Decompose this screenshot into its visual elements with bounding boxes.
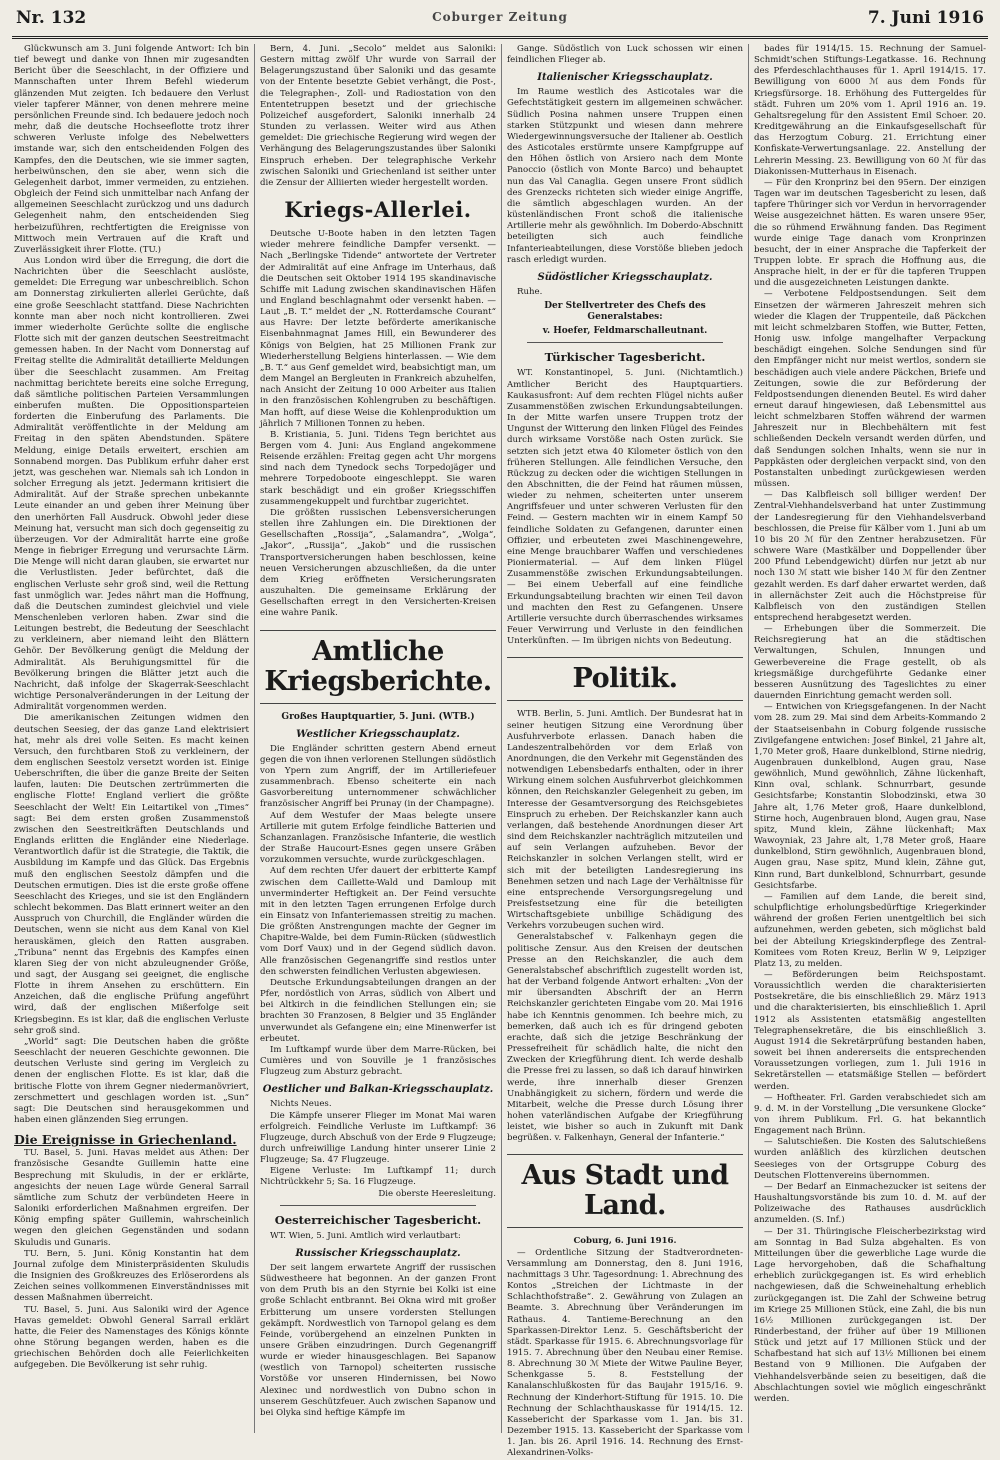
article-paragraph: „World“ sagt: Die Deutschen haben die größte Seeschlacht der neueren Geschichte gewonnen. Die deutschen Verluste sind gering im Vergleich zu denen der englischen Flotte. Es ist klar, daß die britische Flotte von ihrem Gegner niedermanövriert, zerschmettert und geschlagen worden ist. „Sun“ sagt: Die Deutschen sind herausgekommen und haben einen glänzenden Sieg errungen. — [14, 1036, 249, 1125]
article-paragraph: Deutsche Erkundungsabteilungen drangen an der Pfer, nordöstlich von Arras, südlich von Albert und bei Altkirch in die feindlichen Stellungen ein; sie brachten 30 Franzosen, 8 Belgier und 35 Engländer unverwundet als Gefangene ein; eine Minenwerfer ist erbeutet. — [260, 977, 496, 1044]
section-heading: Kriegs-Allerlei. — [284, 197, 472, 223]
column-2 — [260, 44, 496, 1433]
section-heading: Die Ereignisse in Griechenland. — [14, 1132, 237, 1148]
issue-date: 7. Juni 1916 — [867, 8, 984, 28]
signature: Die oberste Heeresleitung. — [378, 1188, 496, 1199]
article-paragraph: Die amerikanischen Zeitungen widmen den deutschen Seesieg, der das ganze Land elektrisiert hat, mehr als drei volle Seiten. Es macht keinen Versuch, den furchtbaren Stoß zu verkleinern, der dem englischen Seestolz versetzt worden ist. Einige Ueberschriften, die über die ganze Breite der Seiten laufen, lauten: Die Deutschen zertrümmerten die englische Flotte! England verliert die größte Seeschlacht der Welt! Ein Leitartikel von „Times“ sagt: Bei dem ersten großen Zusammenstoß zwischen den Seestreitkräften Deutschlands und Englands erlitten die Engländer eine Niederlage. Verantwortlich dafür ist die Strategie, die Taktik, die Ausbildung im Kampfe und das Glück. Das Ergebnis muß den englischen Seestolz dämpfen und die Deutschen ermutigen. Dies ist die erste große offene Seeschlacht des Krieges, und sie ist den Engländern schlecht bekommen. Das Blatt erinnert weiter an den Ausspruch von Churchill, die Engländer würden die Deutschen, wenn sie nicht aus dem Kanal von Kiel herauskämen, gleich den Ratten ausgraben. „Tribuna“ nennt das Ergebnis des Kampfes einen klaren Sieg der von nicht abzuleugnender Größe, und sagt, der Ausgang sei geeignet, die englische Flotte in ihrem Ansehen zu erschüttern. Ein Anzeichen, daß die englische Prüfung angeführt wird, daß der englischen Mißerfolge seit Kriegsbeginn. Es ist klar, daß die englischen Verluste sehr groß sind. — [14, 713, 249, 1036]
article-paragraph: Eigene Verluste: Im Luftkampf 11; durch Nichtrückkehr 5; Sa. 16 Flugzeuge. — [260, 1166, 496, 1188]
column-3 — [507, 44, 743, 1459]
article-paragraph: Die Kämpfe unserer Flieger im Monat Mai waren erfolgreich. Feindliche Verluste im Luftkampf: 36 Flugzeuge, durch Abschuß von der Erde 9 Flugzeuge; durch unfreiwillige Landung hinter unserer Linie 2 Flugzeuge; Sa. 47 Flugzeuge. — [260, 1110, 496, 1166]
subsection-heading: Italienischer Kriegsschauplatz. — [537, 72, 713, 84]
article-paragraph: TU. Basel, 5. Juni. Aus Saloniki wird der Agence Havas gemeldet: Obwohl General Sarrail erklärt hatte, die Feier des Namenstages des Königs könnte ohne Störung begangen werden, haben es die griechischen Behörden doch alle Feierlichkeiten aufgegeben. Die Bevölkerung ist sehr ruhig. — [14, 1304, 249, 1371]
column-4 — [754, 44, 986, 1433]
column-rule — [254, 44, 255, 1433]
issue-number: Nr. 132 — [16, 8, 87, 28]
article-paragraph: WT. Konstantinopel, 5. Juni. (Nichtamtlich.) Amtlicher Bericht des Hauptquartiers. Kaukasusfront: Auf dem rechten Flügel nichts außer Zusammenstößen zwischen Erkundungsabteilungen. In der Mitte warfen unsere Truppen trotz der Ungunst der Witterung den linken Flügel des Feindes durch wirksame Vorstöße nach Osten zurück. Sie setzten sich jetzt etwa 40 Kilometer östlich von den früheren Stellungen. Alle feindlichen Versuche, den Rückzug zu decken oder die wichtigen Stellungen in den Abschnitten, die der Feind hat räumen müssen, wieder zu nehmen, scheiterten unter unserem Angriffsfeuer und unter schweren Verlusten für den Feind. — Gestern machten wir in einem Kampf 50 feindliche Soldaten zu Gefangenen, darunter einen Offizier, und erbeuteten zwei Maschinengewehre, eine Menge brauchbarer Waffen und verschiedenes Pioniermaterial. — Auf dem linken Flügel Zusammenstöße zwischen Erkundungsabteilungen. — Bei einem Ueberfall auf eine feindliche Erkundungsabteilung brachten wir einen Teil davon und machten den Rest zu Gefangenen. Unsere Artillerie versuchte durch überraschendes wirksames Feuer Verwirrung und Verluste in den feindlichen Unterkünften. — Im übrigen nichts von Bedeutung. — [507, 368, 743, 647]
article-paragraph: WT. Wien, 5. Juni. Amtlich wird verlautbart: — [270, 1230, 461, 1241]
section-heading: Aus Stadt und Land. — [507, 1154, 743, 1228]
article-paragraph: — Ordentliche Sitzung der Stadtverordneten-Versammlung am Donnerstag, den 8. Juni 1916, nachmittags 3 Uhr. Tagesordnung: 1. Abrechnung des Kontos „Streichen der Lichtmaste in der Schlachthofstraße“. 2. Gewährung von Zulagen an Beamte. 3. Abrechnung über Veränderungen im Rathaus. 4. Tantieme-Berechnung an den Sparkassen-Direktor Lenz. 5. Geschäftsbericht der städt. Sparkasse für 1915. 6. Abrechnungsvorlage für 1915. 7. Abrechnung über den Neubau einer Remise. 8. Abrechnung 30 ℳ Miete der Witwe Pauline Beyer, Schenkgasse 5. 8. Feststellung der Kanalanschlußkosten für das Baujahr 1915/16. 9. Rechnung der Kinderhort-Stiftung für 1915. 10. Die Rechnung der Schlachthauskasse für 1914/15. 12. Kassebericht der Sparkasse vom 1. Jan. bis 31. Dezember 1915. 13. Kassebericht der Sparkasse vom 1. Jan. bis 26. April 1916. 14. Rechnung des Ernst-Alexandrinen-Volks- — [507, 1247, 743, 1459]
article-paragraph: — Familien auf dem Lande, die bereit sind, schulpflichtige erholungsbedürftige Kriegerkinder während der großen Ferien unentgeltlich bei sich aufzunehmen, werden gebeten, sich möglichst bald bei der Abteilung Kriegskinderpflege des Zentral-Komitees vom Roten Kreuz, Berlin W 9, Leipziger Platz 13, zu melden. — [754, 891, 986, 969]
article-paragraph: Aus London wird über die Erregung, die dort die Nachrichten über die Seeschlacht auslöste, gemeldet: Die Erregung war unbeschreiblich. Schon am Donnerstag zirkulierten allerlei Gerüchte, daß eine große Seeschlacht stattfand. Diese Nachrichten konnte man aber noch nicht kontrollieren. Zwei immer wiederholte Gerüchte sollte die englische Flotte sich mit der ganzen deutschen Seestreitmacht gemessen haben. In der Nacht vom Donnerstag auf Freitag stellte die Admiralität detaillierte Meldungen über die Seeschlacht zusammen. Am Freitag nachmittag berichtete bereits eine solche Erregung, daß sämtliche politischen Parteien Versammlungen einberufen mußten. Die Oppositionsparteien forderten die Einberufung des Parlaments. Die Admiralität veröffentlichte in der Meldung am Freitag in den späten Abendstunden. Spätere Meldung, einige Details erweitert, erschien am Sonnabend morgen. Das Publikum erfuhr daher erst jetzt, was geschehen war. Niemals sah ich London in solcher Erregung als jetzt. Jedermann kritisiert die Admiralität. Auf der Straße sprechen unbekannte Leute einander an und geben ihrer Meinung über den unerhörten Fall Ausdruck. Obwohl jeder diese Meinung hat, versucht man sich doch gegenseitig zu überzeugen. Vor der Admiralität harrte eine große Menge in fiebriger Erregung und verursachte Lärm. Die Menge will nicht daran glauben, sie erwartet nur die Verlustlisten. Jeder befürchtet, daß die englischen Verluste sehr groß sind, weil die Rettung fast unmöglich war. Jedes nährt man die Hoffnung, daß die Deutschen zumindest gleichviel und viele Menschenleben verloren haben. Zwar sind die Leitungen bestrebt, die Bedeutung der Seeschlacht zu verkleinern, aber niemand leiht den Blättern Gehör. Der Bevölkerung genügt die Meldung der Admiralität. Als Beruhigungsmittel für die Bevölkerung bringen die Blätter jetzt auch die Nachricht, daß infolge der Skagerrak-Seeschlacht wichtige Personalveränderungen in der Leitung der Admiralität vorgenommen werden. — [14, 255, 249, 713]
signature: v. Hoefer, Feldmarschalleutnant. — [542, 326, 708, 337]
article-paragraph: — Das Kalbfleisch soll billiger werden! Der Zentral-Viehhandelsverband hat unter Zustimmung der Landesregierung für den Viehhandelsverband beschlossen, die Preise für Kälber vom 1. Juni ab um 10 bis 20 ℳ für den Zentner herabzusetzen. Für schwere Ware (Mastkälber und Doppellender über 200 Pfund Lebendgewicht) dürfen nur jetzt ab nur noch 130 ℳ statt wie bisher 140 ℳ für den Zentner gezahlt werden. Es darf daher erwartet werden, daß in allernächster Zeit auch die Höchstpreise für Kalbfleisch von den zuständigen Stellen entsprechend herabgesetzt werden. — [754, 490, 986, 623]
divider — [280, 1205, 476, 1206]
article-paragraph: Im Luftkampf wurde über dem Marre-Rücken, bei Cumières und von Souville je 1 französisches Flugzeug zum Absturz gebracht. — [260, 1044, 496, 1078]
article-paragraph: bades für 1914/15. 15. Rechnung der Samuel-Schmidt'schen Stiftungs-Legatkasse. 16. Rechnung des Pferdeschlachthauses für 1. April 1914/15. 17. Bewilligung von 6000 ℳ aus dem Fonds für Kriegsfürsorge. 18. Erhöhung des Futtergeldes für städt. Fuhren um 20% vom 1. April 1916 an. 19. Gehaltsregelung für den Assistent Emil Schoer. 20. Kreditgewährung an die Einkaufsgesellschaft für das Herzogtum Coburg. 21. Errichtung einer Konfiskate-Verwertungsanlage. 22. Anstellung der Lehrerin Messing. 23. Bewilligung von 60 ℳ für das Diakonissen-Mutterhaus in Eisenach. — [754, 44, 986, 177]
subsection-heading: Russischer Kriegsschauplatz. — [295, 1247, 461, 1259]
article-paragraph: — Für den Kronprinz bei den 95ern. Der einzigen Tagen war im deutschen Tagesbericht zu lesen, daß tapfere Thüringer sich vor Verdun in hervorragender Weise ausgezeichnet hätten. Es waren unsere 95er, die so rühmend Erwähnung fanden. Das Regiment wurde einige Tage danach vom Kronprinzen besucht, der in einer Ansprache die Tapferkeit der Truppen lobte. Er sprach die Hoffnung aus, die Ansprache hielt, in der er für die tapferen Truppen und die ausgezeichneten Leistungen dankte. — [754, 177, 986, 289]
article-paragraph: Auf dem rechten Ufer dauert der erbitterte Kampf zwischen dem Caillette-Wald und Damloup mit unverminderter Heftigkeit an. Der Feind versuchte mit in den letzten Tagen errungenen Erfolge durch ein Einsatz von Infanteriemassen streitig zu machen. Die größten Anstrengungen machte der Gegner im Chapitre-Walde, bei dem Fumin-Rücken (südwestlich vom Dorf Vaux) und in der Gegend südlich davon. Alle französischen Gegenangriffe sind restlos unter den schwersten feindlichen Verlusten abgewiesen. — [260, 866, 496, 977]
signature-line: Der Stellvertreter des Chefs des Generalstabes: — [544, 300, 706, 323]
subsection-heading: Südöstlicher Kriegsschauplatz. — [537, 271, 713, 283]
article-paragraph: Die Engländer schritten gestern Abend erneut gegen die von ihnen verlorenen Stellungen südöstlich von Ypern zum Angriff, der im Artilleriefeuer zusammenbrach. Ebenso scheiterte ein nach Gasvorbereitung unternommener schwächlicher französischer Angriff bei Prunay (in der Champagne). — [260, 743, 496, 810]
subsection-heading: Westlicher Kriegsschauplatz. — [296, 728, 460, 740]
paper-title: Coburger Zeitung — [432, 10, 568, 24]
masthead — [12, 6, 988, 39]
article-paragraph: Die größten russischen Lebensversicherungen stellen ihre Zahlungen ein. Die Direktionen der Gesellschaften „Rossija“, „Salamandra“, „Wolga“, „Jakor“, „Russija“, „Jakob“ und die russischen Transportversicherungen haben beschlossen, keine neuen Versicherungen abzuschließen, da die unter dem Krieg eröffneten Versicherungsraten auszuhalten. Die gemeinsame Erklärung der Gesellschaften erregt in den Versicherten-Kreisen eine wahre Panik. — [260, 507, 496, 619]
subsection-heading: Oestlicher und Balkan-Kriegsschauplatz. — [262, 1084, 494, 1096]
article-paragraph: TU. Basel, 5. Juni. Havas meldet aus Athen: Der französische Gesandte Guillemin hatte eine Besprechung mit Skuludis, in der er erklärte, angesichts der neuen Lage würde General Sarrail sämtliche zum Schutz der verbündeten Heere in Saloniki erforderlichen Maßnahmen ergreifen. Der König empfing später Guillemin, wahrscheinlich wegen den gleichen Gegenständen und sodann Skuludis und Gunaris. — [14, 1148, 249, 1248]
divider — [527, 342, 723, 343]
article-paragraph: Bern, 4. Juni. „Secolo“ meldet aus Saloniki: Gestern mittag zwölf Uhr wurde von Sarrail der Belagerungszustand über Saloniki und das gesamte von der Entente besetzte Gebiet verhängt, die Post-, die Telegraphen-, Zoll- und Radiostation von den Ententetruppen besetzt und der griechische Polizeichef ausgefordert, Saloniki innerhalb 24 Stunden zu verlassen. Weiter wird aus Athen gemeldet: Die griechische Regierung wird wegen der Verhängung des Belagerungszustandes über Saloniki Einspruch erheben. Der telegraphische Verkehr zwischen Saloniki und Griechenland ist seither unter die Zensur der Alliierten wieder hergestellt worden. — [260, 44, 496, 188]
article-paragraph: Im Raume westlich des Asticotales war die Gefechtstätigkeit gestern im allgemeinen schwächer. Südlich Posina nahmen unsere Truppen einen starken Stützpunkt und wiesen dann mehrere Wiedergewinnungsversuche der Italiener ab. Oestlich des Asticotales erstürmte unsere Kampfgruppe auf den Höhen östlich von Arsiero nach dem Monte Panoccio (östlich von Monte Barco) und behauptet nun das Val Canaglia. Gegen unsere Front südlich des Grenzecks richteten sich wieder einige Angriffe, die sämtlich abgeschlagen wurden. An der küstenländischen Front schoß die italienische Artillerie mehr als gewöhnlich. Im Doberdo-Abschnitt beteiligten sich auch feindliche Infanterieabteilungen, diese Vorstöße blieben jedoch rasch erledigt wurden. — [507, 87, 743, 265]
article-paragraph: Gange. Südöstlich von Luck schossen wir einen feindlichen Flieger ab. — [507, 44, 743, 66]
article-paragraph: Der seit langem erwartete Angriff der russischen Südwestheere hat begonnen. An der ganzen Front von dem Pruth bis an den Styrnie bei Kolki ist eine große Schlacht entbrannt. Bei Okna wird mit großer Erbitterung um unsere vordersten Stellungen gekämpft. Nordwestlich von Tarnopol gelang es dem Feinde, vorübergehend an einzelnen Punkten in unsere Gräben einzudringen. Durch Gegenangriff wurde er wieder hinausgeschlagen. Bei Sapanow (westlich von Tarnopol) scheiterten russische Vorstöße vor unseren Hindernissen, bei Nowo Alexinec und nordwestlich von Dubno schon in unserem Geschützfeuer. Auch zwischen Sapanow und bei Olyka sind heftige Kämpfe im — [260, 1262, 496, 1418]
section-heading: Amtliche Kriegsberichte. — [260, 630, 496, 704]
article-paragraph: TU. Bern, 5. Juni. König Konstantin hat dem Journal zufolge dem Ministerpräsidenten Skuludis die Insignien des Großkreuzes des Erlöserordens als Zeichen seines vollkommenen Einverständnisses mit dessen Maßnahmen überreicht. — [14, 1248, 249, 1304]
article-paragraph: B. Kristiania, 5. Juni. Tidens Tegn berichtet aus Bergen vom 4. Juni: Aus England angekommene Reisende erzählen: Freitag gegen acht Uhr morgens sind nach dem Tynedock sechs Torpedojäger und mehrere Torpedoboote eingeschleppt. Sie waren stark beschädigt und ein großer Kriegsschiffen zusammengekuppelt und furchtbar zugerichtet. — [260, 429, 496, 507]
article-paragraph: WTB. Berlin, 5. Juni. Amtlich. Der Bundesrat hat in seiner heutigen Sitzung eine Verordnung über Ausfuhrverbote erlassen. Danach haben die Landeszentralbehörden vor dem Erlaß von Anordnungen, die den Verkehr mit Gegenständen des notwendigen Lebensbedarfs enthalten, oder in ihrer Wirkung einem solchen Ausfuhrverbot gleichkommen können, den Reichskanzler Gelegenheit zu geben, im Interesse der Gesamtversorgung des Reichsgebietes Einspruch zu erheben. Der Reichskanzler kann auch verlangen, daß bestehende Anordnungen dieser Art sind dem Reichskanzler nachträglich mitzuteilen und auf sein Verlangen aufzuheben. Bevor der Reichskanzler in solchen Verlangen stellt, wird er sich mit der beteiligten Landesregierung ins Benehmen setzen und nach Lage der Verhältnisse für eine entsprechende Versorgungsregelung und Preisfestsetzung eine für die beteiligten Wirtschaftsgebiete unbillige Schädigung des Verkehrs vorzubeugen suchen wird. — [507, 709, 743, 932]
section-heading: Oesterreichischer Tagesbericht. — [274, 1212, 482, 1227]
article-paragraph: — Verbotene Feldpostsendungen. Seit dem Einsetzen der wärmeren Jahreszeit mehren sich wieder die Klagen der Truppenteile, daß Päckchen mit leicht schmelzbaren Stoffen, wie Butter, Fetten, Honig usw. infolge mangelhafter Verpackung beschädigt eingehen. Solche Sendungen sind für den Empfänger nicht nur meist wertlos, sondern sie beschädigen auch viele andere Päckchen, Briefe und Zeitungen, sowie die zur Beförderung der Feldpostsendungen dienenden Beutel. Es wird daher erneut darauf hingewiesen, daß Lebensmittel aus leicht schmelzbaren Stoffen während der warmen Jahreszeit nur in Blechbehältern mit fest schließenden Deckeln versandt werden dürfen, und daß Sendungen solchen Inhalts, wenn sie nur in Pappkästen oder dergleichen verpackt sind, von den Postanstalten unbedingt zurückgewiesen werden müssen. — [754, 289, 986, 490]
dateline: Coburg, 6. Juni 1916. — [573, 1236, 677, 1247]
column-rule — [501, 44, 502, 1433]
column-rule — [748, 44, 749, 1433]
article-paragraph: — Entwichen von Kriegsgefangenen. In der Nacht vom 28. zum 29. Mai sind dem Arbeits-Kommando 2 der Staatseisenbahn in Coburg folgende russische Zivilgefangene entwichen: Josef Binkel, 21 Jahre alt, 1,70 Meter groß, Haare dunkelblond, Stirne niedrig, Augenbrauen dunkelblond, Augen grau, Nase gewöhnlich, Mund gewöhnlich, Zähne lückenhaft, Kinn oval, schlank. Schnurrbart, gesunde Gesichtsfarbe; Konstantin Slobodzinski, etwa 30 Jahre alt, 1,76 Meter groß, Haare dunkelblond, Stirne hoch, Augenbrauen blond, Augen grau, Nase spitz, Mund klein, Zähne lückenhaft; Max Wawoyniak, 23 Jahre alt, 1,78 Meter groß, Haare dunkelblond, Stirn gewöhnlich, Augenbrauen blond, Augen grau, Nase spitz, Mund klein, Zähne gut, Kinn rund, Bart dunkelblond, Schnurrbart, gesunde Gesichtsfarbe. — [754, 702, 986, 891]
column-1 — [14, 44, 249, 1433]
article-paragraph: Auf dem Westufer der Maas belegte unsere Artillerie mit gutem Erfolge feindliche Batterien und Schanzanlagen. Französische Infanterie, die westlich der Straße Haucourt-Esnes gegen unsere Gräben vorzukommen versuchte, wurde zurückgeschlagen. — [260, 810, 496, 866]
article-paragraph: Deutsche U-Boote haben in den letzten Tagen wieder mehrere feindliche Dampfer versenkt. — Nach „Berlingske Tidende“ antwortete der Vertreter der Admiralität auf eine Anfrage im Unterhaus, daß die Deutschen seit Oktober 1914 195 skandinavische Schiffe mit Ladung zwischen skandinavischen Häfen und England beschlagnahmt oder versenkt haben. — Laut „B. T.“ meldet der „N. Rotterdamsche Courant“ aus Havre: Der letzte beförderte amerikanische Eisenbahnmagnat James Hill, ein Bewunderer des Königs von Belgien, hat 25 Millionen Frank zur Wiederherstellung Belgiens hinterlassen. — Wie dem „B. T.“ aus Genf gemeldet wird, beabsichtigt man, um dem Mangel an Bergleuten in Frankreich abzuhelfen, nach Ansicht der Zeitung 10 000 Arbeiter aus Italien in den französischen Kohlengruben zu beschäftigen. Man hofft, auf diese Weise die Kohlenproduktion um jährlich 7 Millionen Tonnen zu heben. — [260, 229, 496, 429]
article-paragraph: — Beförderungen beim Reichspostamt. Voraussichtlich werden die charakterisierten Postsekretäre, die bis einschließlich 29. März 1913 und die charakterisierten, bis einschließlich 1. April 1912 als Assistenten etatsmäßig angestellten Telegraphensekretäre, die bis einschließlich 3. August 1914 die Sekretärprüfung bestanden haben, soweit bei ihnen andererseits die entsprechenden Voraussetzungen vorliegen, zum 1. Juli 1916 in Sekretärstellen — etatsmäßige Stellen — befördert werden. — [754, 969, 986, 1092]
article-paragraph: Nichts Neues. — [270, 1099, 332, 1110]
section-heading: Politik. — [507, 657, 743, 701]
article-paragraph: — Erhebungen über die Sommerzeit. Die Reichsregierung hat an die städtischen Verwaltungen, Schulen, Innungen und Gewerbevereine die Frage gestellt, ob als kriegsmäßige durchgeführte Gedanke einer besseren Ausnützung des Tageslichtes zu einer dauernden Einrichtung gemacht werden soll. — [754, 624, 986, 702]
article-paragraph: — Hoftheater. Frl. Garden verabschiedet sich am 9. d. M. in der Vorstellung „Die versunkene Glocke“ von ihrem Publikum. Frl. G. hat bekanntlich Engagement nach Brünn. — [754, 1092, 986, 1137]
article-paragraph: Ruhe. — [517, 286, 543, 297]
article-paragraph: — Salutschießen. Die Kosten des Salutschießens wurden anläßlich des kürzlichen deutschen Seesieges von der Ortsgruppe Coburg des Deutschen Flottenvereins übernommen. — [754, 1137, 986, 1181]
dateline: Großes Hauptquartier, 5. Juni. (WTB.) — [281, 711, 475, 722]
section-heading: Türkischer Tagesbericht. — [544, 350, 706, 365]
article-paragraph: Generalstabschef v. Falkenhayn gegen die politische Zensur. Aus den Kreisen der deutschen Presse an den Reichskanzler, die auch dem Generalstabschef abschriftlich zugestellt worden ist, hat der Verband folgende Antwort erhalten: „Von der mir übersandten Abschrift der an Herrn Reichskanzler gerichteten Eingabe vom 20. Mai 1916 habe ich Kenntnis genommen. Ich beehre mich, zu bemerken, daß auch ich es für dringend geboten erachte, daß sich die jetzige Beschränkung der Pressefreiheit für schädlich halte, die nicht den Zwecken der Kriegführung dient. Ich werde deshalb die Presse frei zu lassen, so daß ich darauf hinwirken werde, ihre innerhalb dieser Grenzen Unabhängigkeit zu sichern, fördern und werde die Mitarbeit, welche die Presse durch Lösung ihrer hohen vaterländischen Aufgabe der Kriegführung leistet, wie bisher so auch in Zukunft mit Dank begrüßen. v. Falkenhayn, General der Infanterie.“ — [507, 932, 743, 1144]
article-paragraph: — Der Bedarf an Einmachezucker ist seitens der Haushaltungsvorstände bis zum 10. d. M. auf der Polizeiwache des Rathauses ausdrücklich anzumelden. (S. Inf.) — [754, 1181, 986, 1226]
article-paragraph: — Der 31. Thüringische Fleischerbezirkstag wird am Sonntag in Bad Sulza abgehalten. Es von Mitteilungen über die gewerbliche Lage wurde die Lage hervorgehoben, daß die Schafhaltung erheblich zurückgegangen ist. Es wird erheblich nachgewiesen, daß die Schweinehaltung erheblich zurückgegangen ist. Die Zahl der Schweine betrug im Kriege 25 Millionen Stück, eine Zahl, die bis nun 16½ Millionen zurückgegangen ist. Der Rinderbestand, der früher auf über 19 Millionen Stück und jetzt auf 17 Millionen Stück und der Schafbestand hat sich auf 13½ Millionen bei einem Bestand von 9 Millionen. Die Aufgaben der Viehhandelsverbände seien zu beseitigen, daß die Abschlachtungen soviel wie möglich eingeschränkt werden. — [754, 1226, 986, 1404]
article-paragraph: Glückwunsch am 3. Juni folgende Antwort: Ich bin tief bewegt und danke von Ihnen mir zugesandten Bericht über die Seeschlacht, in der Offiziere und Mannschaften unter Ihrem Befehl wiederum glänzenden Mut zeigten. Ich bedauere den Verlust vieler tapferer Männer, von denen mehrere meine persönlichen Freunde sind. Ich bedauere jedoch noch mehr, daß die deutsche Hochseeflotte trotz ihrer schweren Verluste infolge des Nebelwetters imstande war, sich den entscheidenden Folgen des Kampfes, den die Deutschen, wie sie immer sagten, herbeiwünschen, den sie aber, wenn sich die Gelegenheit darbot, immer vermeiden, zu entziehen. Obgleich der Feind sich unmittelbar nach Anfang der allgemeinen Seeschlacht zurückzog und uns dadurch Gelegenheit nahm, den entscheidenden Sieg herbeizuführen, rechtfertigten die Ereignisse von Mittwoch mein Vertrauen auf die Kraft und Zuverlässigkeit ihrer Flotte. (TU.) — [14, 44, 250, 255]
